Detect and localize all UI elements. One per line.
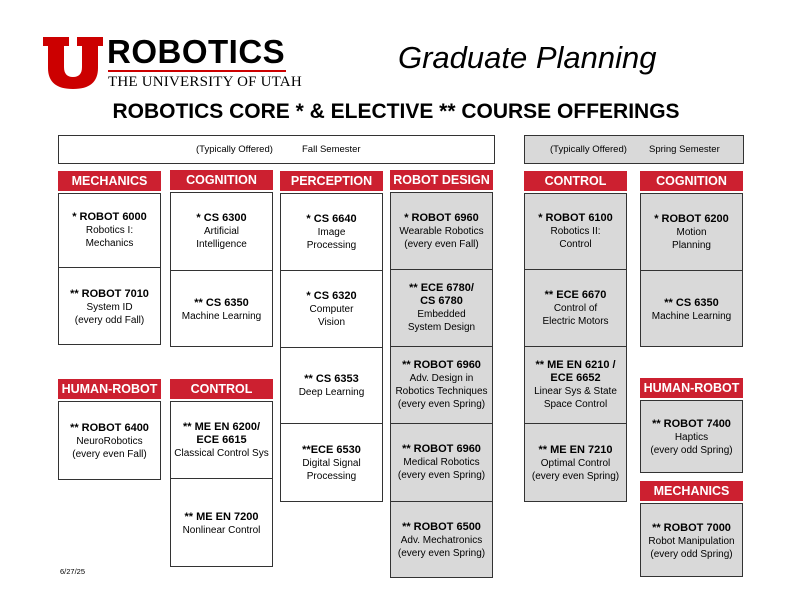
course-description-line: Adv. Design in [409,373,474,384]
course-cell [641,504,742,578]
course-description-line: (every even Fall) [72,449,147,460]
spring-semester-bar [524,135,744,164]
course-cell [281,424,382,503]
course-cell [525,194,626,270]
spring-semester-label: Spring Semester [649,144,720,155]
course-description-line: Motion [676,226,707,238]
course-code-cross-list: ECE 6615 [196,433,247,446]
course-description-line: Vision [317,316,346,328]
course-description-line: Classical Control Sys [174,447,269,459]
course-description-line: System Design [407,322,476,333]
page-title: Graduate Planning [398,40,657,75]
course-cell [281,194,382,271]
course-description-line: Machine Learning [181,310,262,322]
control-fall-column [170,379,273,567]
course-list [280,193,383,502]
course-cell [171,479,272,568]
fall-semester-label: Fall Semester [302,144,361,155]
category-header: MECHANICS [58,171,161,191]
fall-typically-offered-note: (Typically Offered) [196,144,273,155]
cognition-spring-column [640,171,743,347]
category-header: COGNITION [640,171,743,191]
logo-wordmark: ROBOTICS [107,33,286,70]
course-cell [59,194,160,268]
course-code: ** ME EN 6210 / [535,359,616,371]
course-description-line: (every even Spring) [397,470,486,481]
course-code: ** ME EN 6200/ [182,420,261,433]
course-description-line: Computer [309,303,354,315]
course-description-line: Medical Robotics [403,457,480,468]
course-list [58,193,161,345]
course-description-line: Adv. Mechatronics [400,535,483,546]
control-spring-column [524,171,627,502]
course-code: ** ROBOT 6500 [402,521,481,533]
category-header: PERCEPTION [280,171,383,191]
course-description-line: Embedded [417,309,466,320]
course-cell [59,268,160,346]
course-code: ** CS 6350 [194,296,249,309]
course-cell [525,270,626,347]
course-code: ** ROBOT 6960 [402,359,481,371]
course-code: ** ECE 6670 [544,288,607,301]
mechanics-spring-column [640,481,743,577]
course-description-line: Artificial [203,226,239,237]
course-cell [391,347,492,424]
course-description-line: Mechanics [85,238,134,249]
course-description-line: Optimal Control [540,458,611,469]
course-cell [281,271,382,348]
course-description-line: Planning [672,239,711,251]
course-code: ** ME EN 7210 [538,444,613,456]
course-code: * ROBOT 6000 [72,211,147,223]
spring-typically-offered-note: (Typically Offered) [550,144,627,155]
course-description-line: Robotics II: [550,226,601,237]
course-description-line: (every odd Spring) [650,548,733,560]
course-code: ** ROBOT 7400 [652,418,731,430]
course-description-line: Space Control [543,399,608,410]
perception-column [280,171,383,502]
course-cell [391,270,492,347]
category-header: ROBOT DESIGN [390,170,493,190]
course-description-line: System ID [86,301,133,313]
course-description-line: Intelligence [196,239,247,250]
course-cell [525,347,626,424]
course-list [170,192,273,347]
course-list [640,400,743,473]
course-code: * CS 6640 [306,212,357,225]
course-description-line: Processing [306,471,357,482]
logo-divider [108,70,286,72]
category-header: COGNITION [170,170,273,190]
course-cell [59,402,160,481]
course-code: ** ROBOT 6960 [402,443,481,455]
logo-university-name: THE UNIVERSITY OF UTAH [108,74,302,90]
course-code: * ROBOT 6960 [404,211,479,224]
course-cell [391,502,492,579]
course-description-line: Control [559,239,592,250]
course-cell [641,271,742,348]
course-description-line: Robot Manipulation [648,535,735,547]
course-list [640,193,743,347]
course-code: ** CS 6353 [304,372,359,385]
category-header: HUMAN-ROBOT [640,378,743,398]
cognition-fall-column [170,170,273,347]
course-cell [391,424,492,502]
course-cell [391,193,492,270]
course-description-line: Digital Signal [302,458,361,469]
course-description-line: (every even Fall) [404,238,479,250]
course-code-cross-list: ECE 6652 [550,372,601,384]
category-header: CONTROL [524,171,627,191]
course-description-line: Wearable Robotics [399,225,484,237]
course-list [524,193,627,502]
course-code: **ECE 6530 [302,444,361,456]
revision-date: 6/27/25 [60,567,86,576]
robot-design-column [390,170,493,578]
course-list [390,192,493,578]
course-description-line: Robotics I: [85,225,134,236]
course-list [58,401,161,480]
human-robot-spring-column [640,378,743,473]
course-code: ** ROBOT 6400 [70,422,149,434]
course-code: * CS 6320 [306,289,357,302]
course-cell [641,401,742,474]
course-code-cross-list: CS 6780 [420,295,463,307]
course-description-line: NeuroRobotics [76,436,143,447]
human-robot-fall-column [58,379,161,480]
university-of-utah-u-logo-icon [43,37,103,89]
course-description-line: Robotics Techniques [395,386,488,397]
course-cell [171,402,272,479]
course-cell [641,194,742,271]
category-header: HUMAN-ROBOT [58,379,161,399]
course-description-line: Processing [306,239,357,251]
course-code: ** CS 6350 [664,296,719,309]
category-header: MECHANICS [640,481,743,501]
course-description-line: (every even Spring) [397,548,486,559]
course-code: * ROBOT 6100 [538,212,613,224]
course-description-line: Control of [553,302,598,314]
course-code: ** ME EN 7200 [184,510,259,523]
course-list [640,503,743,577]
mechanics-column [58,171,161,345]
course-cell [171,271,272,348]
course-description-line: Haptics [674,432,709,443]
course-code: * CS 6300 [196,212,247,224]
course-list [170,401,273,567]
course-description-line: (every odd Spring) [650,445,733,456]
course-description-line: (every even Spring) [531,471,620,482]
course-code: ** ROBOT 7010 [70,287,149,300]
course-description-line: Machine Learning [651,310,732,322]
course-description-line: Electric Motors [542,315,609,327]
course-description-line: Linear Sys & State [534,386,617,397]
course-description-line: Image [317,226,346,238]
course-code: ** ROBOT 7000 [652,521,731,534]
fall-semester-bar [58,135,495,164]
course-description-line: (every odd Fall) [74,314,145,326]
course-offerings-heading: ROBOTICS CORE * & ELECTIVE ** COURSE OFFERINGS [112,100,680,123]
course-description-line: Nonlinear Control [182,524,261,536]
course-code: * ROBOT 6200 [654,212,729,225]
course-cell [171,193,272,271]
course-description-line: (every even Spring) [397,399,486,410]
course-cell [525,424,626,503]
course-code: ** ECE 6780/ [409,282,474,294]
course-cell [281,348,382,424]
category-header: CONTROL [170,379,273,399]
course-description-line: Deep Learning [298,386,365,398]
